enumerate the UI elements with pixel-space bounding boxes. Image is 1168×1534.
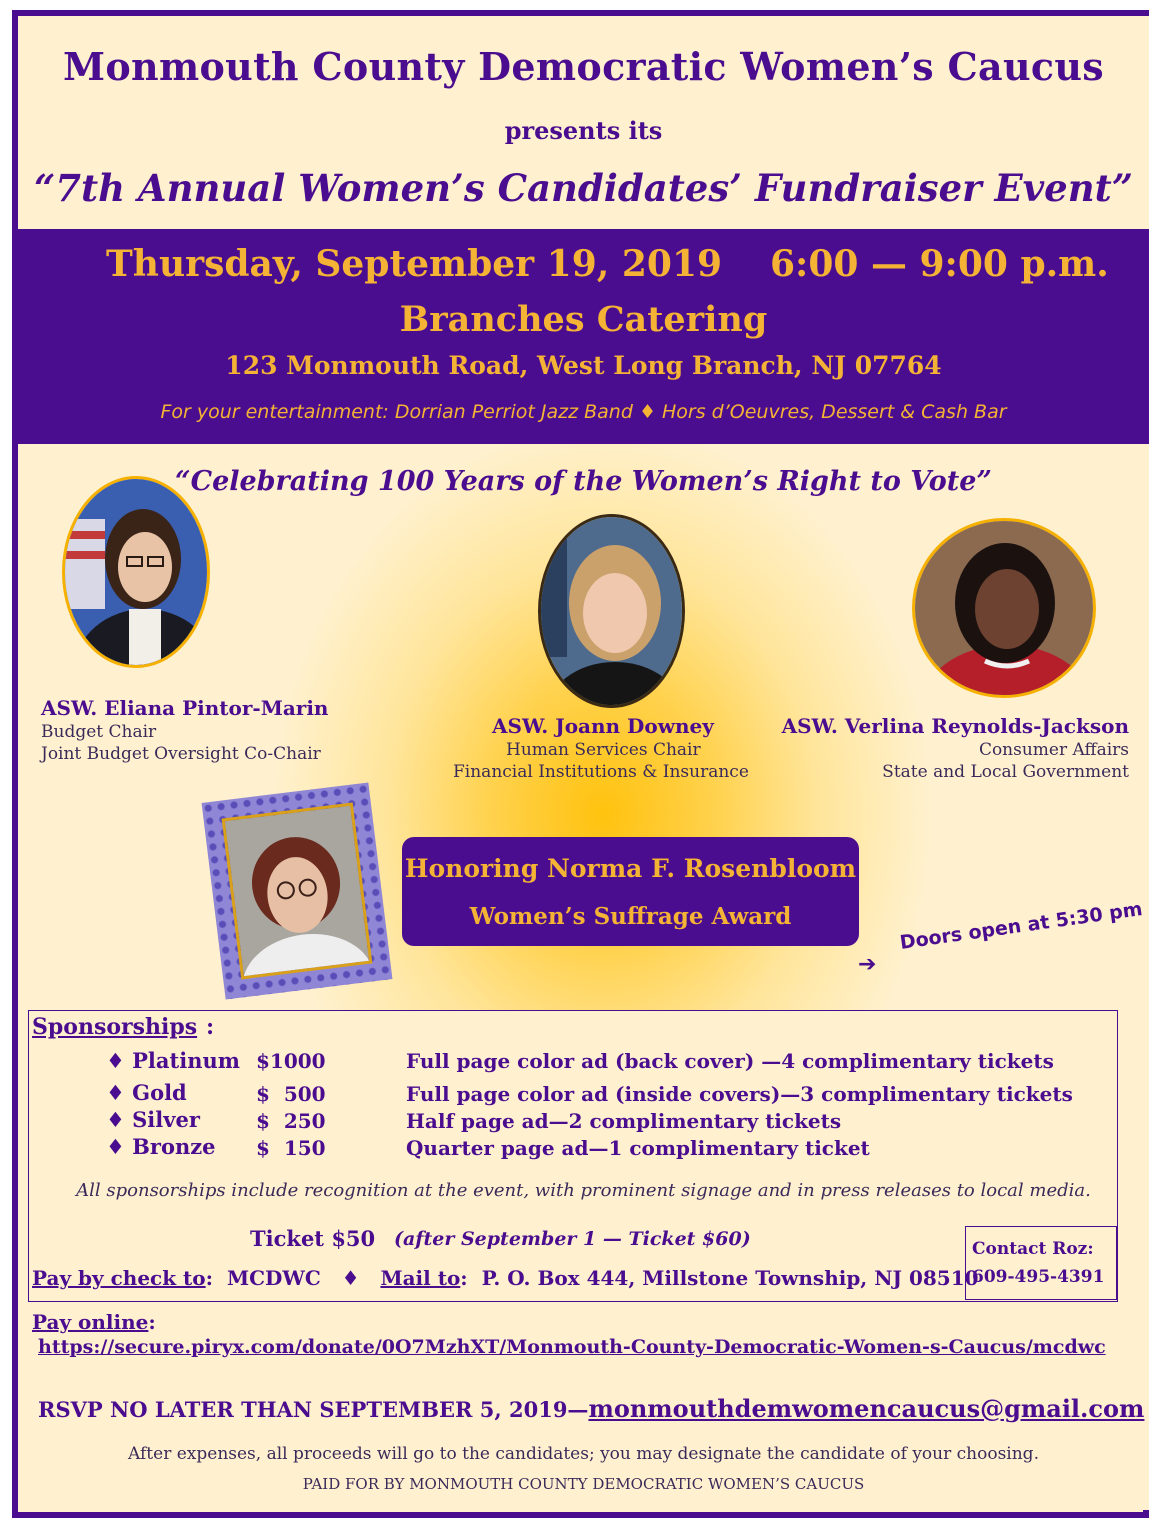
candidate-role: Budget Chair — [41, 722, 157, 742]
event-venue: Branches Catering — [399, 299, 768, 340]
pay-online-heading: Pay online: — [32, 1310, 156, 1334]
event-date: Thursday, September 19, 2019 — [106, 243, 723, 285]
event-time: 6:00 — 9:00 p.m. — [770, 243, 1109, 285]
sponsorship-section — [18, 1010, 1149, 1510]
event-details-band — [18, 229, 1149, 444]
donation-link[interactable]: https://secure.piryx.com/donate/0O7MzhXT/Monmouth-County-Democratic-Women-s-Caucus/mcdwc — [38, 1336, 1106, 1358]
entertainment-line: For your entertainment: Dorrian Perriot Jazz Band ♦ Hors d’Oeuvres, Dessert & Cash Bar — [160, 401, 1007, 423]
rsvp-email-link[interactable]: monmouthdemwomencaucus@gmail.com — [588, 1394, 1145, 1423]
candidate-name: ASW. Eliana Pintor-Marin — [41, 696, 329, 720]
tier-description: Quarter page ad—1 complimentary ticket — [406, 1136, 870, 1160]
candidate-role: Financial Institutions & Insurance — [453, 762, 749, 782]
candidate-name: ASW. Verlina Reynolds-Jackson — [781, 714, 1129, 738]
event-title: “7th Annual Women’s Candidates’ Fundraiser Event” — [33, 166, 1133, 210]
honoree-name: Honoring Norma F. Rosenbloom — [404, 854, 857, 883]
pay-online-label: Pay online — [32, 1310, 149, 1334]
candidate-photo-eliana — [62, 476, 210, 668]
mail-address: P. O. Box 444, Millstone Township, NJ 08510 — [481, 1266, 979, 1290]
honoree-banner — [402, 837, 859, 946]
arrow-right-icon: ➔ — [858, 952, 877, 977]
tier-description: Half page ad—2 complimentary tickets — [406, 1109, 842, 1133]
check-label: Pay by check to — [32, 1266, 206, 1290]
tier-description: Full page color ad (inside covers)—3 complimentary tickets — [406, 1082, 1073, 1106]
candidate-role: Human Services Chair — [506, 740, 701, 760]
payment-line: Pay by check to: MCDWC ♦ Mail to: P. O. Box 444, Millstone Township, NJ 08510 — [32, 1266, 979, 1290]
mail-label: Mail to — [380, 1266, 461, 1290]
presents-text: presents its — [504, 116, 663, 145]
organization-title: Monmouth County Democratic Women’s Caucus — [63, 44, 1104, 89]
tagline: “Celebrating 100 Years of the Women’s Right to Vote” — [175, 466, 992, 497]
tier-price: $1000 — [256, 1049, 326, 1073]
tier-name: ♦ Gold — [106, 1080, 187, 1105]
rsvp-deadline: RSVP NO LATER THAN SEPTEMBER 5, 2019— — [38, 1397, 589, 1422]
candidate-photo-verlina — [912, 518, 1096, 698]
sponsorship-title-colon: : — [206, 1014, 215, 1040]
honoree-photo — [222, 803, 373, 980]
sponsorship-note: All sponsorships include recognition at the event, with prominent signage and in press releases to local media. — [76, 1180, 1091, 1201]
honoree-photo-frame — [202, 783, 393, 1000]
event-address: 123 Monmouth Road, West Long Branch, NJ 07764 — [225, 351, 942, 380]
contact-box — [965, 1226, 1117, 1300]
tier-price: $ 250 — [256, 1109, 326, 1133]
ticket-price: Ticket $50 — [250, 1226, 376, 1251]
tier-name: ♦ Platinum — [106, 1048, 240, 1073]
contact-phone: 609-495-4391 — [972, 1267, 1105, 1287]
sponsorship-title: Sponsorships — [32, 1014, 198, 1040]
candidate-role: Joint Budget Oversight Co-Chair — [41, 744, 321, 764]
candidate-role: Consumer Affairs — [978, 740, 1129, 760]
tier-price: $ 500 — [256, 1082, 326, 1106]
tier-description: Full page color ad (back cover) —4 complimentary tickets — [406, 1049, 1054, 1073]
ticket-late-price: (after September 1 — Ticket $60) — [394, 1228, 751, 1250]
paid-for-disclaimer: PAID FOR BY MONMOUTH COUNTY DEMOCRATIC WOMEN’S CAUCUS — [302, 1475, 865, 1493]
tier-name: ♦ Silver — [106, 1107, 200, 1132]
candidate-role: State and Local Government — [882, 762, 1129, 782]
flyer-header — [18, 16, 1149, 229]
check-payee: MCDWC — [226, 1266, 321, 1290]
candidates-section — [18, 444, 1149, 1010]
award-name: Women’s Suffrage Award — [469, 903, 792, 930]
candidate-photo-joann — [538, 514, 685, 708]
contact-label: Contact Roz: — [972, 1239, 1094, 1259]
candidate-name: ASW. Joann Downey — [492, 714, 714, 738]
rsvp-line — [38, 1394, 1144, 1423]
proceeds-note: After expenses, all proceeds will go to the candidates; you may designate the candidate of your choosing. — [128, 1444, 1039, 1464]
tier-price: $ 150 — [256, 1136, 326, 1160]
tier-name: ♦ Bronze — [106, 1134, 216, 1159]
doors-open-note: Doors open at 5:30 pm — [898, 898, 1144, 954]
